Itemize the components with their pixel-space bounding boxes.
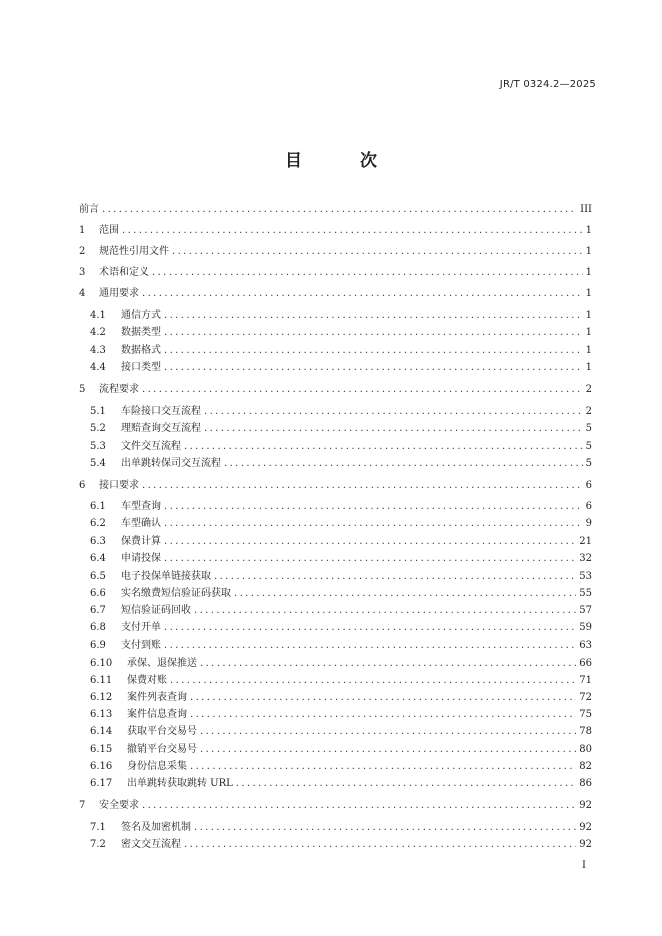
toc-entry-page: 5 <box>585 458 592 469</box>
toc-entry-title: 密文交互流程 <box>121 839 181 850</box>
toc-entry-number: 6.6 <box>90 588 106 599</box>
dot-leader <box>224 457 583 470</box>
toc-entry-title: 申请投保 <box>121 553 161 564</box>
toc-entry[interactable] <box>79 221 592 237</box>
toc-entry-title: 文件交互流程 <box>121 441 181 452</box>
dot-leader <box>164 552 576 565</box>
toc-entry-number: 4.2 <box>90 327 106 338</box>
dot-leader <box>164 326 583 339</box>
toc-entry-page: 66 <box>579 658 592 669</box>
toc-entry-number: 5.2 <box>90 423 106 434</box>
toc-entry[interactable] <box>90 671 592 687</box>
dot-leader <box>200 725 576 738</box>
toc-entry-title: 接口类型 <box>121 362 161 373</box>
dot-leader <box>190 760 576 773</box>
toc-entry-page: 1 <box>585 288 592 299</box>
toc-entry-title: 出单跳转保司交互流程 <box>121 458 221 469</box>
toc-title: 目 次 <box>285 151 403 171</box>
toc-entry-page: 32 <box>579 553 592 564</box>
toc-entry-number: 6.7 <box>90 605 106 616</box>
toc-entry-title: 理赔查询交互流程 <box>121 423 201 434</box>
toc-entry-title: 通用要求 <box>99 288 139 299</box>
toc-entry[interactable] <box>90 497 592 513</box>
dot-leader <box>190 691 576 704</box>
toc-entry-number: 6.10 <box>90 658 113 669</box>
document-code: JR/T 0324.2—2025 <box>499 79 596 90</box>
toc-entry-number: 6.13 <box>90 709 113 720</box>
toc-entry[interactable] <box>90 601 592 617</box>
toc-entry[interactable] <box>79 476 592 492</box>
toc-entry[interactable] <box>90 705 592 721</box>
toc-entry-page: 63 <box>579 640 592 651</box>
toc-entry-number: 5.1 <box>90 406 106 417</box>
dot-leader <box>194 604 576 617</box>
dot-leader <box>164 344 583 357</box>
toc-entry-number: 4.4 <box>90 362 106 373</box>
toc-entry-number: 3 <box>79 267 86 278</box>
dot-leader <box>164 535 576 548</box>
toc-entry-number: 6 <box>79 480 86 491</box>
toc-entry-page: 2 <box>585 406 592 417</box>
toc-entry-title: 保费计算 <box>121 536 161 547</box>
toc-entry-page: 1 <box>585 246 592 257</box>
toc-entry-page: 53 <box>579 571 592 582</box>
dot-leader <box>204 405 583 418</box>
toc-entry-number: 6.14 <box>90 726 113 737</box>
toc-entry-number: 6.1 <box>90 501 106 512</box>
dot-leader <box>164 361 583 374</box>
toc-entry-page: 9 <box>585 518 592 529</box>
dot-leader <box>184 838 576 851</box>
toc-entry-title: 身份信息采集 <box>127 761 187 772</box>
toc-entry-page: 2 <box>585 384 592 395</box>
toc-entry[interactable] <box>79 796 592 812</box>
toc-entry-page: 1 <box>585 310 592 321</box>
toc-entry[interactable] <box>90 402 592 418</box>
toc-entry-title: 通信方式 <box>121 310 161 321</box>
toc-entry-title: 范围 <box>99 225 119 236</box>
toc-entry-title: 术语和定义 <box>99 267 149 278</box>
toc-entry-title: 数据格式 <box>121 345 161 356</box>
dot-leader <box>142 799 576 812</box>
toc-entry[interactable] <box>79 200 592 216</box>
toc-entry-number: 6.3 <box>90 536 106 547</box>
toc-entry-title: 案件列表查询 <box>127 692 187 703</box>
toc-entry-page: 55 <box>579 588 592 599</box>
toc-entry-number: 6.5 <box>90 571 106 582</box>
toc-entry-title: 获取平台交易号 <box>127 726 197 737</box>
dot-leader <box>164 309 583 322</box>
toc-entry-page: 5 <box>585 441 592 452</box>
dot-leader <box>122 224 583 237</box>
toc-entry-title: 前言 <box>79 204 99 215</box>
toc-entry-number: 6.9 <box>90 640 106 651</box>
dot-leader <box>200 743 576 756</box>
toc-entry-number: 4.1 <box>90 310 106 321</box>
toc-entry-page: 82 <box>579 761 592 772</box>
toc-entry[interactable] <box>90 618 592 634</box>
toc-entry[interactable] <box>90 774 592 790</box>
toc-entry[interactable] <box>90 835 592 851</box>
toc-entry[interactable] <box>79 380 592 396</box>
toc-entry[interactable] <box>90 757 592 773</box>
toc-entry-page: 6 <box>585 480 592 491</box>
toc-entry[interactable] <box>79 263 592 279</box>
toc-entry[interactable] <box>79 242 592 258</box>
toc-entry-number: 5 <box>79 384 86 395</box>
toc-entry-page: 5 <box>585 423 592 434</box>
toc-entry-title: 电子投保单链接获取 <box>121 571 211 582</box>
toc-entry-page: 1 <box>585 345 592 356</box>
toc-entry-page: 1 <box>585 327 592 338</box>
toc-entry-page: 71 <box>579 675 592 686</box>
toc-entry-title: 车型确认 <box>121 518 161 529</box>
toc-entry[interactable] <box>90 514 592 530</box>
dot-leader <box>214 570 576 583</box>
toc-entry-number: 7.2 <box>90 839 106 850</box>
toc-entry[interactable] <box>90 688 592 704</box>
toc-entry-number: 6.12 <box>90 692 113 703</box>
toc-entry-title: 支付到账 <box>121 640 161 651</box>
toc-entry-page: 92 <box>579 822 592 833</box>
dot-leader <box>102 203 577 216</box>
dot-leader <box>236 777 576 790</box>
toc-entry-page: 72 <box>579 692 592 703</box>
toc-entry-title: 撤销平台交易号 <box>127 744 197 755</box>
toc-entry-page: 80 <box>579 744 592 755</box>
toc-entry[interactable] <box>90 654 592 670</box>
toc-entry-page: 86 <box>579 778 592 789</box>
dot-leader <box>170 674 576 687</box>
toc-entry-page: 92 <box>579 839 592 850</box>
toc-entry-number: 6.2 <box>90 518 106 529</box>
dot-leader <box>194 821 576 834</box>
toc-entry-title: 短信验证码回收 <box>121 605 191 616</box>
toc-entry[interactable] <box>90 454 592 470</box>
toc-entry-number: 2 <box>79 246 86 257</box>
toc-entry[interactable] <box>90 567 592 583</box>
toc-entry-number: 6.8 <box>90 622 106 633</box>
toc-entry-page: 1 <box>585 267 592 278</box>
toc-entry[interactable] <box>90 419 592 435</box>
toc-entry[interactable] <box>90 584 592 600</box>
toc-entry-number: 6.11 <box>90 675 113 686</box>
toc-entry-page: 78 <box>579 726 592 737</box>
dot-leader <box>164 517 583 530</box>
toc-entry-number: 6.16 <box>90 761 113 772</box>
dot-leader <box>190 708 576 721</box>
toc-entry-title: 案件信息查询 <box>127 709 187 720</box>
toc-entry-page: 6 <box>585 501 592 512</box>
dot-leader <box>204 422 583 435</box>
toc-entry-title: 实名缴费短信验证码获取 <box>121 588 231 599</box>
toc-entry[interactable] <box>90 549 592 565</box>
footer-page-number: I <box>582 860 586 871</box>
toc-entry-title: 支付开单 <box>121 622 161 633</box>
toc-entry-page: 75 <box>579 709 592 720</box>
toc-entry[interactable] <box>90 306 592 322</box>
toc-entry-page: 57 <box>579 605 592 616</box>
toc-entry[interactable] <box>90 636 592 652</box>
toc-entry-number: 5.4 <box>90 458 106 469</box>
toc-entry-title: 承保、退保推送 <box>127 658 197 669</box>
toc-entry-number: 1 <box>79 225 86 236</box>
toc-entry-page: 1 <box>585 225 592 236</box>
toc-entry[interactable] <box>90 437 592 453</box>
toc-entry-title: 接口要求 <box>99 480 139 491</box>
toc-entry-title: 签名及加密机制 <box>121 822 191 833</box>
toc-entry-page: 1 <box>585 362 592 373</box>
dot-leader <box>142 383 583 396</box>
toc-entry-number: 7.1 <box>90 822 106 833</box>
toc-entry-title: 车险接口交互流程 <box>121 406 201 417</box>
toc-entry-title: 安全要求 <box>99 800 139 811</box>
toc-entry-number: 6.17 <box>90 778 113 789</box>
dot-leader <box>142 287 583 300</box>
toc-entry-number: 5.3 <box>90 441 106 452</box>
toc-entry-title: 保费对账 <box>127 675 167 686</box>
toc-entry[interactable] <box>90 740 592 756</box>
toc-entry[interactable] <box>90 358 592 374</box>
toc-entry-title: 规范性引用文件 <box>99 246 169 257</box>
toc-entry-page: III <box>580 204 592 215</box>
toc-entry[interactable] <box>90 341 592 357</box>
toc-entry-number: 6.15 <box>90 744 113 755</box>
toc-entry-number: 4 <box>79 288 86 299</box>
toc-entry-title: 流程要求 <box>99 384 139 395</box>
dot-leader <box>142 479 583 492</box>
toc-entry-title: 车型查询 <box>121 501 161 512</box>
toc-entry-number: 4.3 <box>90 345 106 356</box>
dot-leader <box>200 657 576 670</box>
toc-entry[interactable] <box>90 722 592 738</box>
toc-entry[interactable] <box>90 323 592 339</box>
dot-leader <box>152 266 583 279</box>
dot-leader <box>234 587 576 600</box>
dot-leader <box>164 500 583 513</box>
dot-leader <box>164 639 576 652</box>
toc-entry[interactable] <box>90 818 592 834</box>
toc-entry[interactable] <box>79 284 592 300</box>
toc-entry-number: 6.4 <box>90 553 106 564</box>
toc-entry[interactable] <box>90 532 592 548</box>
toc-entry-title: 数据类型 <box>121 327 161 338</box>
dot-leader <box>172 245 583 258</box>
toc-entry-page: 59 <box>579 622 592 633</box>
toc-entry-page: 92 <box>579 800 592 811</box>
dot-leader <box>184 440 583 453</box>
toc-entry-page: 21 <box>579 536 592 547</box>
toc-entry-title: 出单跳转获取跳转 URL <box>127 778 233 789</box>
toc-entry-number: 7 <box>79 800 86 811</box>
dot-leader <box>164 621 576 634</box>
